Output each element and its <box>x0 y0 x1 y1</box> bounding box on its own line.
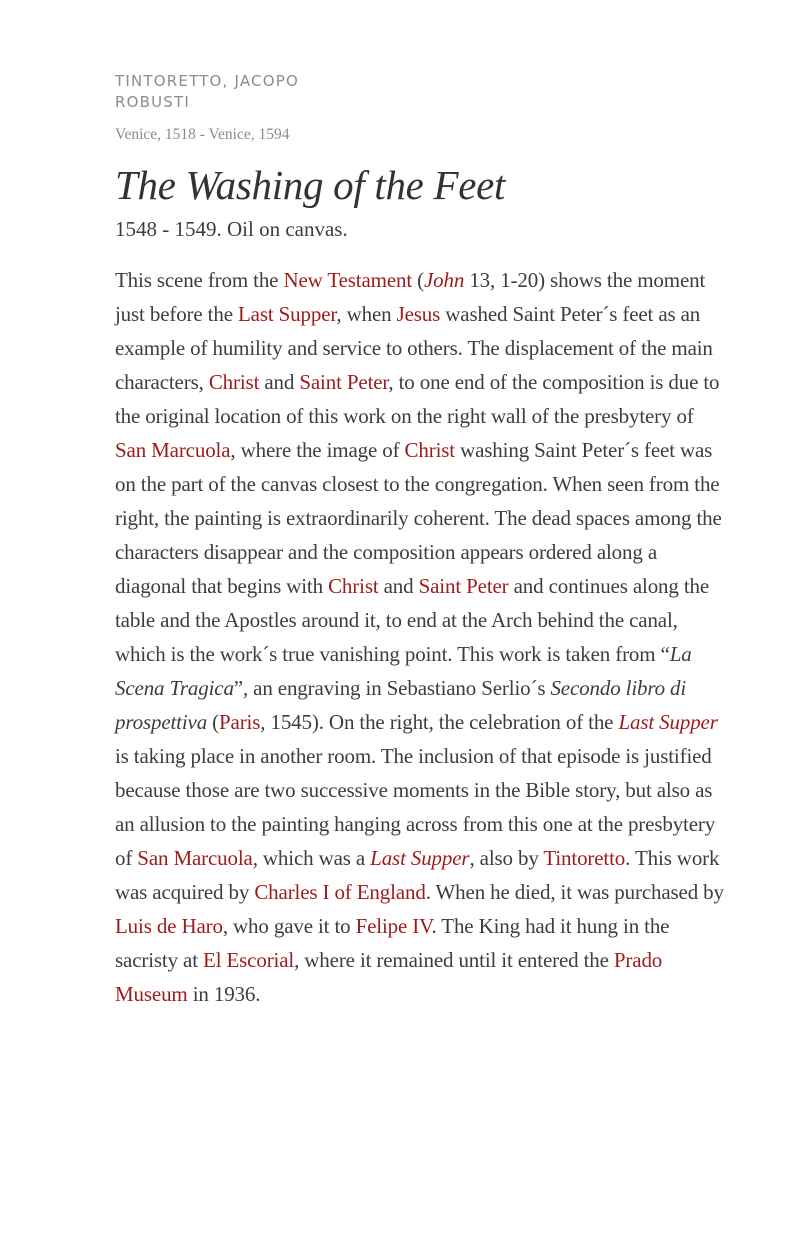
link-last-supper[interactable]: Last Supper <box>237 302 337 326</box>
description-text: , who gave it to <box>222 914 356 938</box>
artwork-title: The Washing of the Feet <box>115 162 506 208</box>
link-paris[interactable]: Paris <box>219 710 261 734</box>
link-san-marcuola[interactable]: San Marcuola <box>115 438 231 462</box>
artist-name-line-2: ROBUSTI <box>115 93 191 111</box>
description-text: , 1545). On the right, the celebration of the <box>260 710 619 734</box>
description-text: and <box>259 370 300 394</box>
link-saint-peter[interactable]: Saint Peter <box>299 370 389 394</box>
description-text: . When he died, it was purchased by <box>425 880 724 904</box>
link-john[interactable]: John <box>423 268 465 292</box>
link-san-marcuola[interactable]: San Marcuola <box>137 846 253 870</box>
link-christ[interactable]: Christ <box>328 574 379 598</box>
link-christ[interactable]: Christ <box>208 370 260 394</box>
link-charles-i-of-england[interactable]: Charles I of England <box>254 880 426 904</box>
description-text: , also by <box>469 846 544 870</box>
description-text: , to one end of the composition is due to the original location of this work on the right wall of the presbytery of <box>115 370 720 428</box>
description-text: in 1936. <box>187 982 261 1006</box>
artwork-description <box>115 263 725 1011</box>
artwork-page <box>115 0 725 1011</box>
link-last-supper-painting[interactable]: Last Supper <box>618 710 718 734</box>
description-text: ”, an engraving in Sebastiano Serlio´s <box>233 676 551 700</box>
italic-secondo-libro: Secondo libro di prospettiva <box>115 676 687 734</box>
description-text: This scene from the <box>115 268 284 292</box>
link-luis-de-haro[interactable]: Luis de Haro <box>115 914 223 938</box>
description-text: ( <box>207 710 220 734</box>
description-text: is taking place in another room. The inclusion of that episode is justified because those are two successive moments in the Bible story, but also as an allusion to the painting hanging across from this one at the presbytery of <box>115 744 716 870</box>
description-text: ( <box>412 268 424 292</box>
italic-la-scena-tragica: La Scena Tragica <box>115 642 692 700</box>
link-tintoretto[interactable]: Tintoretto <box>543 846 626 870</box>
artwork-meta: 1548 - 1549. Oil on canvas. <box>115 217 348 241</box>
link-felipe-iv[interactable]: Felipe IV <box>355 914 432 938</box>
description-text: . The King had it hung in the sacristy at <box>115 914 670 972</box>
description-text: . This work was acquired by <box>115 846 720 904</box>
description-text: , when <box>336 302 397 326</box>
description-text: 13, 1-20) shows the moment just before the <box>115 268 706 326</box>
description-text: washed Saint Peter´s feet as an example of humility and service to others. The displacement of the main characters, <box>115 302 713 394</box>
description-text: , where the image of <box>230 438 405 462</box>
description-text: washing Saint Peter´s feet was on the part of the canvas closest to the congregation. When seen from the right, the painting is extraordinarily coherent. The dead spaces among the characters disappear and the composition appears ordered along a diagonal that begins with <box>115 438 722 598</box>
link-last-supper-painting[interactable]: Last Supper <box>370 846 470 870</box>
link-new-testament[interactable]: New Testament <box>283 268 413 292</box>
description-text: , which was a <box>252 846 371 870</box>
description-text: and <box>378 574 419 598</box>
link-prado-museum[interactable]: Prado Museum <box>115 948 663 1006</box>
artist-name <box>115 71 725 113</box>
artist-dates: Venice, 1518 - Venice, 1594 <box>115 126 290 143</box>
link-jesus[interactable]: Jesus <box>396 302 441 326</box>
link-saint-peter[interactable]: Saint Peter <box>418 574 509 598</box>
artist-name-line-1: TINTORETTO, JACOPO <box>115 72 299 90</box>
description-text: and continues along the table and the Apostles around it, to end at the Arch behind the canal, which is the work´s true vanishing point. This work is taken from “ <box>115 574 710 666</box>
link-christ[interactable]: Christ <box>404 438 455 462</box>
description-text: , where it remained until it entered the <box>294 948 614 972</box>
link-el-escorial[interactable]: El Escorial <box>203 948 295 972</box>
